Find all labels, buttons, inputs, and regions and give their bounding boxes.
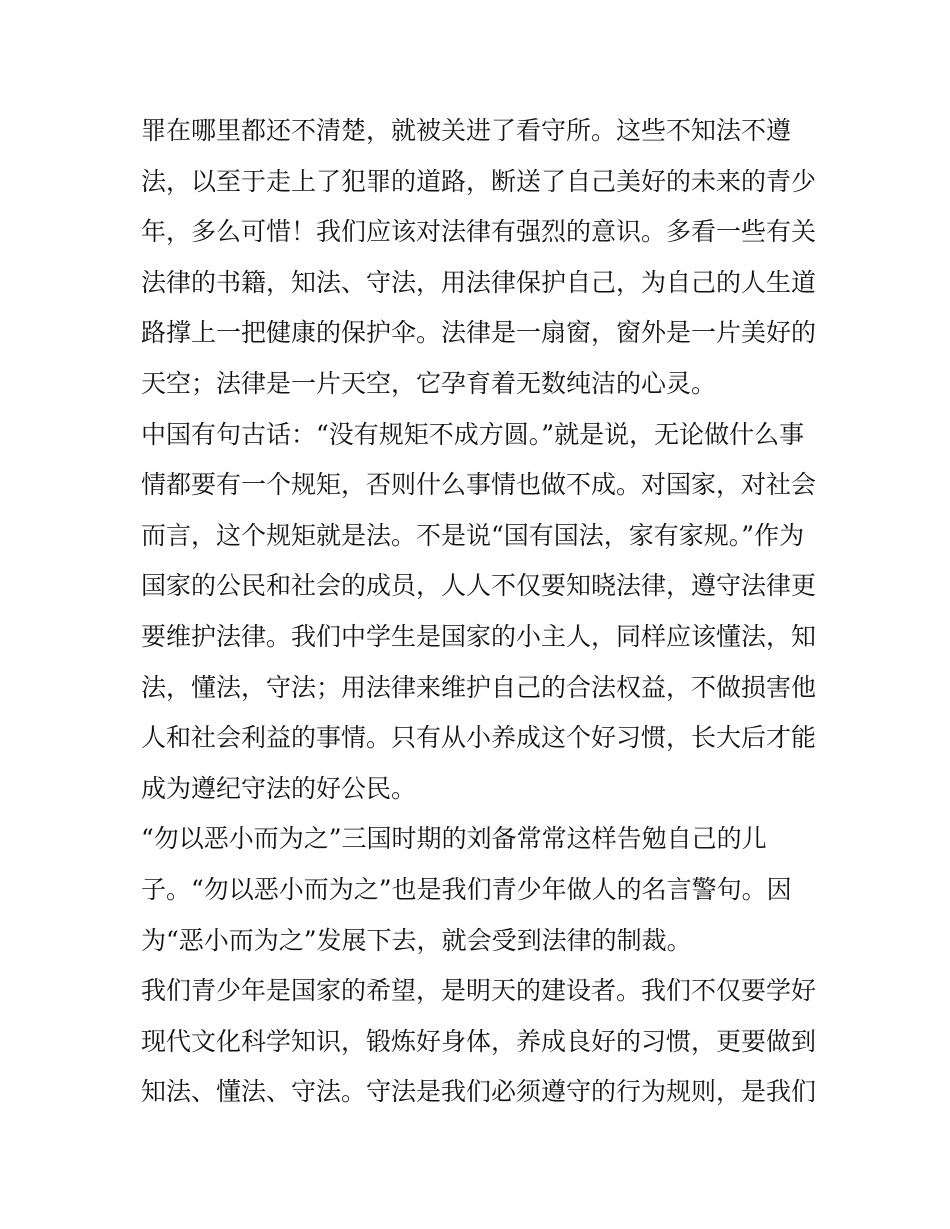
text-line: 情都要有一个规矩，否则什么事情也做不成。对国家，对社会	[141, 470, 817, 500]
text-line: 我们青少年是国家的希望，是明天的建设者。我们不仅要学好	[141, 976, 817, 1006]
text-line: 法，懂法，守法；用法律来维护自己的合法权益，不做损害他	[141, 672, 817, 702]
text-line: 成为遵纪守法的好公民。	[141, 773, 417, 803]
text-line: 子。“勿以恶小而为之”也是我们青少年做人的名言警句。因	[141, 874, 792, 904]
text-line: 知法、懂法、守法。守法是我们必须遵守的行为规则，是我们	[141, 1077, 817, 1107]
text-line: 要维护法律。我们中学生是国家的小主人，同样应该懂法，知	[141, 621, 817, 651]
text-line: 法，以至于走上了犯罪的道路，断送了自己美好的未来的青少	[141, 166, 817, 196]
text-line: 天空；法律是一片天空，它孕育着无数纯洁的心灵。	[141, 368, 717, 398]
text-line: 而言，这个规矩就是法。不是说“国有国法，家有家规。”作为	[141, 520, 805, 550]
text-line: 人和社会利益的事情。只有从小养成这个好习惯，长大后才能	[141, 723, 817, 753]
text-line: 路撑上一把健康的保护伞。法律是一扇窗，窗外是一片美好的	[141, 318, 817, 348]
text-line: 为“恶小而为之”发展下去，就会受到法律的制裁。	[141, 925, 692, 955]
text-line: 年，多么可惜！我们应该对法律有强烈的意识。多看一些有关	[141, 217, 817, 247]
body-text	[141, 106, 821, 1118]
text-line: 罪在哪里都还不清楚，就被关进了看守所。这些不知法不遵	[141, 116, 792, 145]
text-line: 国家的公民和社会的成员，人人不仅要知晓法律，遵守法律更	[141, 571, 817, 601]
text-line: 中国有句古话：“没有规矩不成方圆。”就是说，无论做什么事	[141, 419, 805, 449]
text-line: “勿以恶小而为之”三国时期的刘备常常这样告勉自己的儿	[141, 824, 767, 854]
text-line: 现代文化科学知识，锻炼好身体，养成良好的习惯，更要做到	[141, 1026, 817, 1056]
text-line: 法律的书籍，知法、守法，用法律保护自己，为自己的人生道	[141, 267, 817, 297]
